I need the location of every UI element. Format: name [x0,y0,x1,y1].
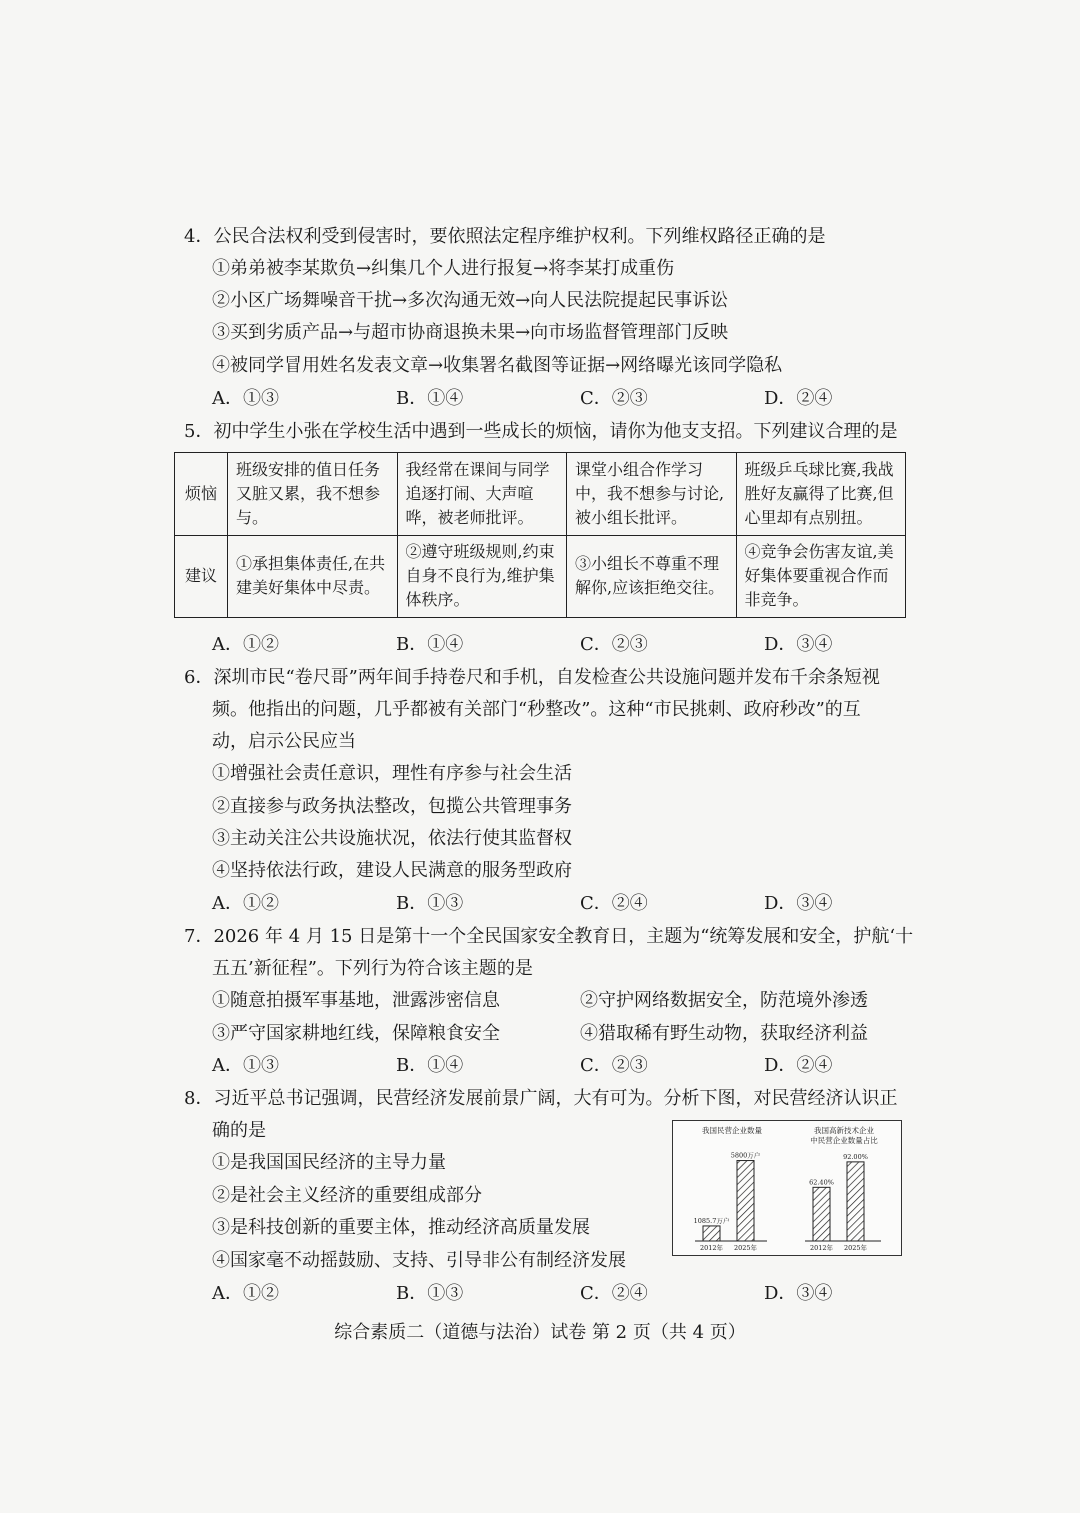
q6-stem-line-1: 6．深圳市民“卷尺哥”两年间手持卷尺和手机，自发检查公共设施问题并发布千余条短视 [184,667,880,688]
q4-option-3: ③买到劣质产品→与超市协商退换未果→向市场监督管理部门反映 [212,322,729,343]
chart-2-bar-1 [813,1187,830,1241]
chart-1-title-line-1: 我国民营企业数量 [702,1126,762,1135]
q6-option-4: ④坚持依法行政，建设人民满意的服务型政府 [212,860,572,881]
chart-1-bar-1 [703,1226,720,1241]
q7-answer-d: D．②④ [764,1055,833,1076]
q7-answer-b: B．①④ [396,1055,464,1076]
q5-answer-c: C．②③ [580,634,648,655]
q5-stem: 5．初中学生小张在学校生活中遇到一些成长的烦恼，请你为他支支招。下列建议合理的是 [184,421,898,442]
q6-stem-line-3: 动，启示公民应当 [212,731,356,752]
q8-chart-layer [694,1125,881,1252]
q6-option-1: ①增强社会责任意识，理性有序参与社会生活 [212,763,572,784]
q5-advice-1: ①承担集体责任,在共建美好集体中尽责。 [228,535,398,618]
chart-2-data-label-2: 92.00% [843,1152,868,1161]
q8-option-2: ②是社会主义经济的重要组成部分 [212,1185,482,1206]
q5-answer-d: D．③④ [764,634,833,655]
q4-option-2: ②小区广场舞噪音干扰→多次沟通无效→向人民法院提起民事诉讼 [212,290,729,311]
q8-chart [672,1120,902,1256]
chart-1-category-label-1: 2012年 [699,1244,724,1252]
q5-row-worry [175,453,906,536]
q7-answer-a: A．①③ [212,1055,279,1076]
q4-option-1: ①弟弟被李某欺负→纠集几个人进行报复→将李某打成重伤 [212,258,675,279]
q5-advice-3: ③小组长不尊重不理解你,应该拒绝交往。 [567,535,737,618]
q5-row-label-worry: 烦恼 [175,453,228,536]
q8-option-1: ①是我国国民经济的主导力量 [212,1152,446,1173]
chart-1-category-label-2: 2025年 [733,1244,758,1252]
chart-1-data-label-1: 1085.7万户 [693,1216,730,1225]
q5-worry-3: 课堂小组合作学习中，我不想参与讨论,被小组长批评。 [567,453,737,536]
q4-answer-b: B．①④ [396,388,464,409]
q4-option-4: ④被同学冒用姓名发表文章→收集署名截图等证据→网络曝光该同学隐私 [212,355,783,376]
q5-answer-a: A．①② [212,634,279,655]
q5-row-advice [175,535,906,618]
q8-answer-c: C．②④ [580,1283,648,1304]
q6-option-2: ②直接参与政务执法整改，包揽公共管理事务 [212,796,572,817]
chart-2-bar-2 [847,1162,864,1241]
q8-option-3: ③是科技创新的重要主体，推动经济高质量发展 [212,1217,590,1238]
q5-advice-4: ④竞争会伤害友谊,美好集体要重视合作而非竞争。 [736,535,906,618]
q6-answer-b: B．①③ [396,893,464,914]
q6-answer-d: D．③④ [764,893,833,914]
q6-stem-line-2: 频。他指出的问题，几乎都被有关部门“秒整改”。这种“市民挑刺、政府秒改”的互 [212,699,861,720]
q8-stem-line-1: 8．习近平总书记强调，民营经济发展前景广阔，大有可为。分析下图，对民营经济认识正 [184,1088,898,1109]
q6-answer-c: C．②④ [580,893,648,914]
q5-worry-4: 班级乒乓球比赛,我战胜好友赢得了比赛,但心里却有点别扭。 [736,453,906,536]
q5-row-label-advice: 建议 [175,535,228,618]
q4-answer-d: D．②④ [764,388,833,409]
q8-chart-svg [673,1121,901,1255]
chart-2-category-label-1: 2012年 [809,1244,834,1252]
q8-answer-a: A．①② [212,1283,279,1304]
q8-answer-d: D．③④ [764,1283,833,1304]
q7-option-1: ①随意拍摄军事基地，泄露涉密信息 [212,990,500,1011]
q8-answer-b: B．①③ [396,1283,464,1304]
q5-worry-1: 班级安排的值日任务又脏又累，我不想参与。 [228,453,398,536]
q7-stem-line-2: 五五’新征程”。下列行为符合该主题的是 [212,958,533,979]
chart-2-category-label-2: 2025年 [843,1244,868,1252]
q5-advice-2: ②遵守班级规则,约束自身不良行为,维护集体秩序。 [397,535,567,618]
q7-option-3: ③严守国家耕地红线，保障粮食安全 [212,1023,500,1044]
q4-answer-a: A．①③ [212,388,279,409]
q6-answer-a: A．①② [212,893,279,914]
chart-1-bar-2 [737,1161,754,1241]
q7-stem-line-1: 7．2026 年 4 月 15 日是第十一个全民国家安全教育日，主题为“统筹发展和安全，护航‘十 [184,926,914,947]
q7-option-2: ②守护网络数据安全，防范境外渗透 [580,990,868,1011]
page-footer: 综合素质二（道德与法治）试卷 第 2 页（共 4 页） [334,1322,746,1343]
chart-2-data-label-1: 62.40% [809,1178,834,1187]
q4-answer-c: C．②③ [580,388,648,409]
chart-1-data-label-2: 5800万户 [730,1151,761,1160]
q7-option-4: ④猎取稀有野生动物，获取经济利益 [580,1023,868,1044]
q8-option-4: ④国家毫不动摇鼓励、支持、引导非公有制经济发展 [212,1250,626,1271]
q5-answer-b: B．①④ [396,634,464,655]
chart-2-title-line-1: 我国高新技术企业 [814,1126,874,1135]
q5-table [174,452,906,618]
q4-stem: 4．公民合法权利受到侵害时，要依照法定程序维护权利。下列维权路径正确的是 [184,226,826,247]
chart-2-title-line-2: 中民营企业数量占比 [810,1136,878,1145]
q8-stem-line-2: 确的是 [212,1120,266,1141]
q6-option-3: ③主动关注公共设施状况，依法行使其监督权 [212,828,572,849]
q7-answer-c: C．②③ [580,1055,648,1076]
q5-worry-2: 我经常在课间与同学追逐打闹、大声喧哗，被老师批评。 [397,453,567,536]
